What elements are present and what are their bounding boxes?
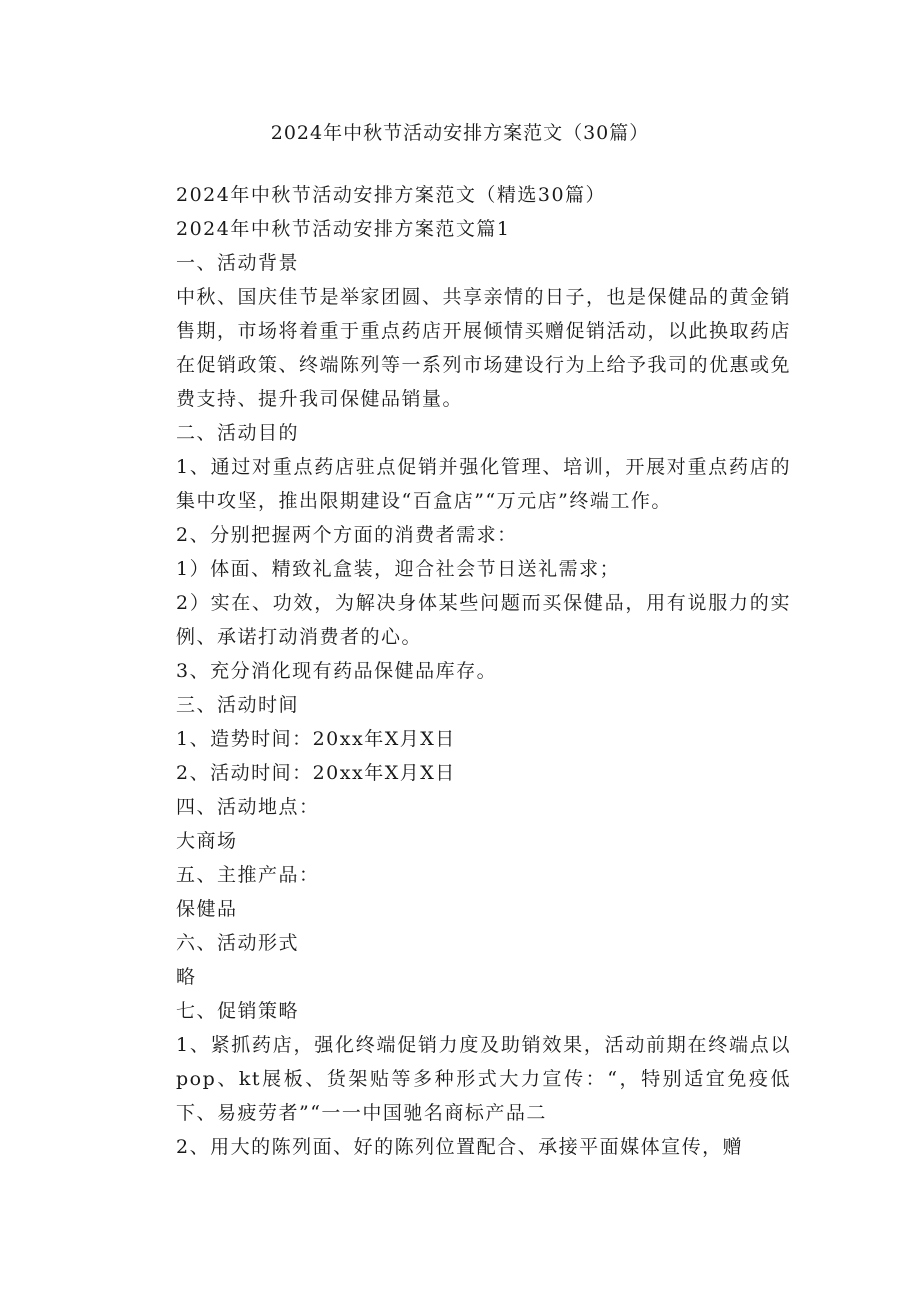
paragraph-purpose-1: 1、通过对重点药店驻点促销并强化管理、培训，开展对重点药店的集中攻坚，推出限期建设“百盒店”“万元店”终端工作。: [176, 456, 791, 512]
document-title: 2024年中秋节活动安排方案范文（30篇）: [270, 122, 650, 144]
paragraph-purpose-3: 3、充分消化现有药品保健品库存。: [176, 660, 498, 682]
subtitle: 2024年中秋节活动安排方案范文（精选30篇）: [176, 184, 607, 206]
paragraph-form: 略: [176, 966, 197, 988]
heading-activity-location: 四、活动地点：: [176, 796, 320, 818]
paragraph-products: 保健品: [176, 898, 238, 920]
paragraph-time-1: 1、造势时间：20xx年X月X日: [176, 728, 456, 750]
heading-activity-background: 一、活动背景: [176, 252, 300, 274]
section-heading-article-1: 2024年中秋节活动安排方案范文篇1: [176, 218, 511, 240]
paragraph-time-2: 2、活动时间：20xx年X月X日: [176, 762, 456, 784]
heading-main-products: 五、主推产品：: [176, 864, 320, 886]
paragraph-background: 中秋、国庆佳节是举家团圆、共享亲情的日子，也是保健品的黄金销售期，市场将着重于重点药店开展倾情买赠促销活动，以此换取药店在促销政策、终端陈列等一系列市场建设行为上给予我司的优惠或免费支持、提升我司保健品销量。: [176, 286, 792, 410]
paragraph-purpose-2: 2、分别把握两个方面的消费者需求：: [176, 524, 518, 546]
paragraph-purpose-2-2: 2）实在、功效，为解决身体某些问题而买保健品，用有说服力的实例、承诺打动消费者的心。: [176, 592, 791, 648]
paragraph-strategy-2: 2、用大的陈列面、好的陈列位置配合、承接平面媒体宣传，赠: [176, 1136, 744, 1158]
paragraph-purpose-2-1: 1）体面、精致礼盒装，迎合社会节日送礼需求；: [176, 558, 621, 580]
heading-promotion-strategy: 七、促销策略: [176, 1000, 300, 1022]
document-body: [136, 178, 791, 1164]
heading-activity-purpose: 二、活动目的: [176, 422, 300, 444]
heading-activity-form: 六、活动形式: [176, 932, 300, 954]
paragraph-strategy-1: 1、紧抓药店，强化终端促销力度及助销效果，活动前期在终端点以pop、kt展板、货架贴等多种形式大力宣传：“，特别适宜免疫低下、易疲劳者”“一一中国驰名商标产品二: [176, 1034, 791, 1124]
heading-activity-time: 三、活动时间: [176, 694, 300, 716]
paragraph-location: 大商场: [176, 830, 238, 852]
